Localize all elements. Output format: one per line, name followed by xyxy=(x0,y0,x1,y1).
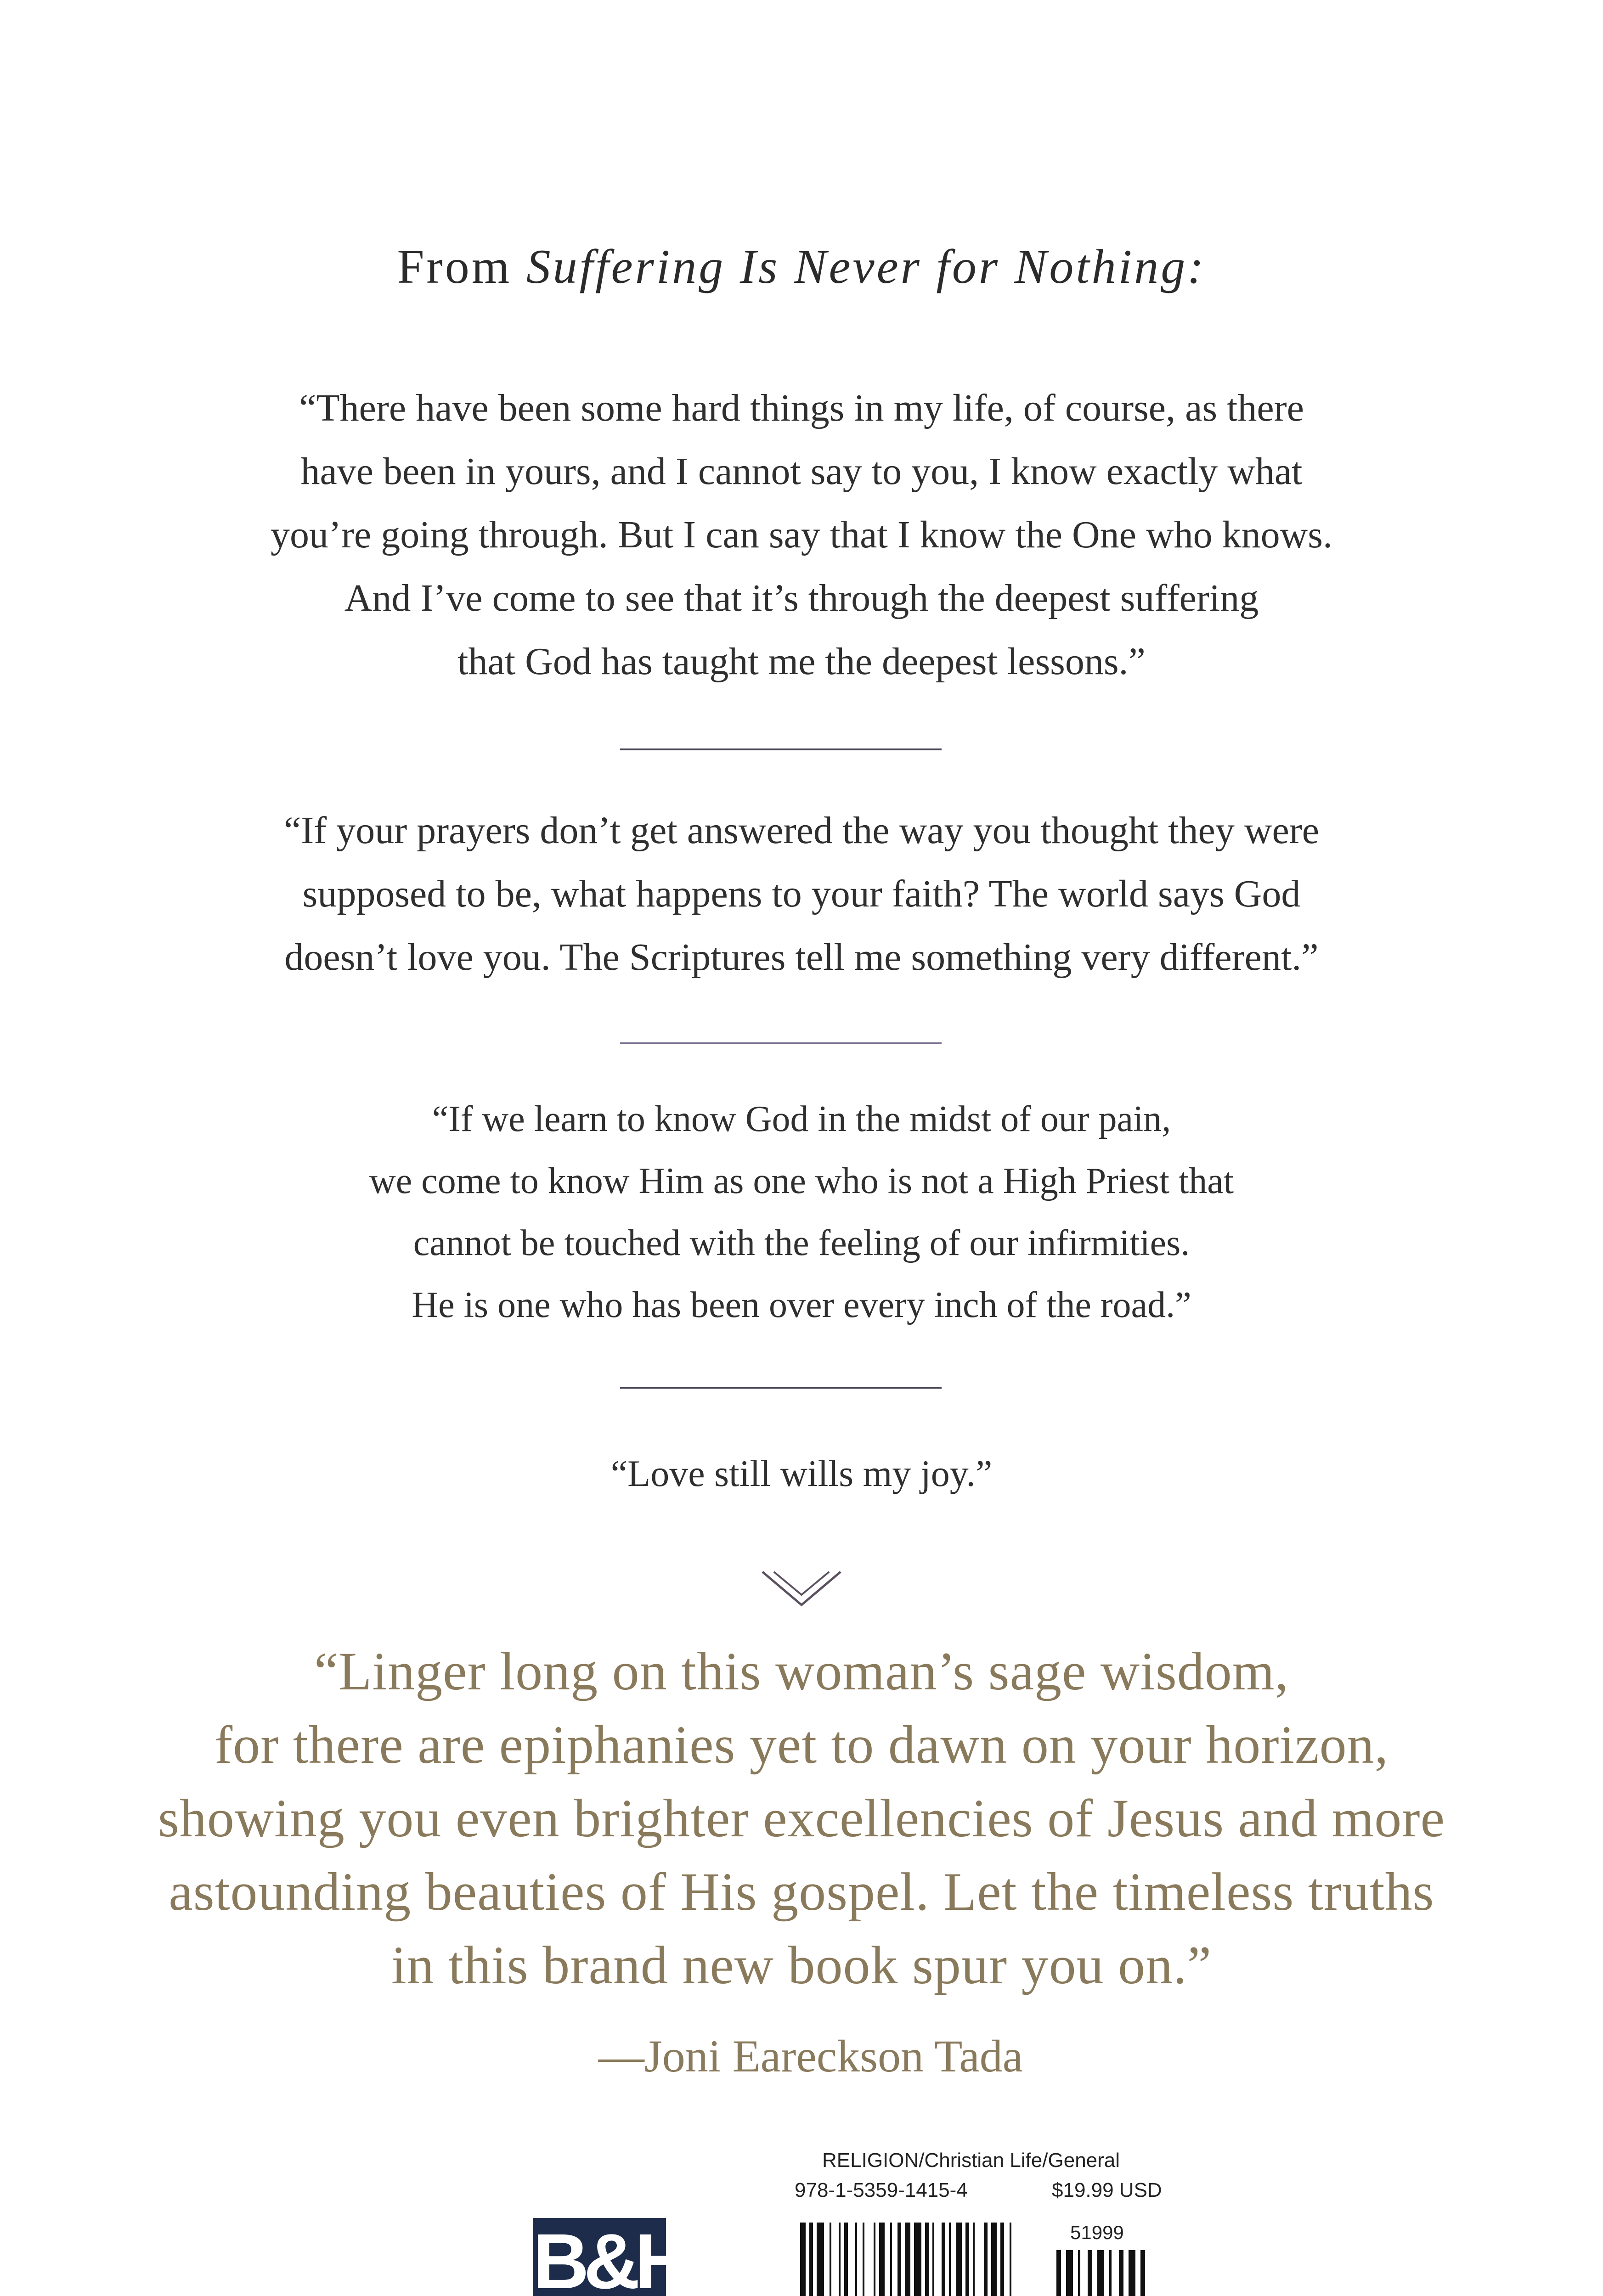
price-barcode-bar xyxy=(1066,2250,1073,2296)
quote-3 xyxy=(0,1088,1603,1336)
quote-line: have been in yours, and I cannot say to you, I know exactly what xyxy=(300,450,1303,493)
quote-line: cannot be touched with the feeling of our infirmities. xyxy=(413,1223,1190,1263)
barcode-bar xyxy=(932,2223,934,2296)
quote-line: And I’ve come to see that it’s through the deepest suffering xyxy=(344,577,1259,619)
page-heading xyxy=(0,239,1603,295)
barcode-bar xyxy=(905,2223,910,2296)
barcode-bar xyxy=(1000,2223,1004,2296)
barcode-bar xyxy=(973,2223,975,2296)
divider-rule xyxy=(620,748,942,750)
book-title: Suffering Is Never for Nothing: xyxy=(526,240,1206,293)
quote-line: “If your prayers don’t get answered the way you thought they were xyxy=(283,809,1320,852)
price-barcode-bar xyxy=(1129,2250,1135,2296)
barcode-bar xyxy=(890,2223,892,2296)
quote-1 xyxy=(0,377,1603,693)
quote-line: we come to know Him as one who is not a High Priest that xyxy=(369,1161,1234,1201)
quote-line: supposed to be, what happens to your faith? The world says God xyxy=(302,872,1301,915)
barcode-bar xyxy=(809,2223,813,2296)
quote-line: “Love still wills my joy.” xyxy=(610,1452,993,1494)
endorsement-line: “Linger long on this woman’s sage wisdom, xyxy=(314,1641,1289,1701)
endorsement-line: for there are epiphanies yet to dawn on your horizon, xyxy=(214,1715,1389,1775)
endorsement-line: in this brand new book spur you on.” xyxy=(391,1935,1212,1995)
barcode-bar xyxy=(942,2223,945,2296)
quote-2 xyxy=(0,799,1603,989)
barcode-bar xyxy=(817,2223,824,2296)
barcode-bar xyxy=(839,2223,841,2296)
heading-prefix: From xyxy=(397,240,512,293)
quote-line: He is one who has been over every inch of the road.” xyxy=(412,1285,1191,1325)
barcode xyxy=(795,2213,1162,2296)
quote-line: that God has taught me the deepest lessons.” xyxy=(457,640,1146,683)
isbn-number: 978-1-5359-1415-4 xyxy=(795,2179,968,2201)
barcode-bar xyxy=(991,2223,997,2296)
barcode-bar xyxy=(914,2223,921,2296)
barcode-bar xyxy=(984,2223,988,2296)
price-code: 51999 xyxy=(1070,2222,1124,2243)
barcode-bar xyxy=(855,2223,857,2296)
price-barcode-bar xyxy=(1097,2250,1104,2296)
chevron-down-icon xyxy=(760,1568,843,1609)
divider-rule xyxy=(620,1042,942,1044)
price-barcode-bar xyxy=(1140,2250,1145,2296)
barcode-bar xyxy=(800,2223,806,2296)
quote-line: “If we learn to know God in the midst of our pain, xyxy=(432,1099,1171,1139)
book-price: $19.99 USD xyxy=(1052,2179,1162,2201)
barcode-bar xyxy=(874,2223,875,2296)
price-barcode-bar xyxy=(1109,2250,1112,2296)
publisher-logo: B&H xyxy=(533,2218,666,2296)
price-barcode-bar xyxy=(1119,2250,1123,2296)
price-barcode-bar xyxy=(1088,2250,1092,2296)
quote-line: you’re going through. But I can say that I know the One who knows. xyxy=(271,513,1332,556)
quote-4 xyxy=(0,1442,1603,1505)
barcode-bar xyxy=(879,2223,885,2296)
quote-line: doesn’t love you. The Scriptures tell me something very different.” xyxy=(284,936,1319,979)
barcode-bar xyxy=(830,2223,831,2296)
barcode-bar xyxy=(965,2223,969,2296)
barcode-bar xyxy=(925,2223,929,2296)
quote-line: “There have been some hard things in my life, of course, as there xyxy=(299,387,1304,429)
price-barcode-bar xyxy=(1056,2250,1061,2296)
endorsement-line: astounding beauties of His gospel. Let the timeless truths xyxy=(169,1862,1434,1922)
barcode-bar xyxy=(949,2223,951,2296)
endorsement-attribution: —Joni Eareckson Tada xyxy=(598,2031,1023,2082)
price-barcode-bar xyxy=(1078,2250,1080,2296)
endorsement-quote xyxy=(0,1635,1603,2002)
barcode-bar xyxy=(844,2223,848,2296)
divider-rule xyxy=(620,1387,942,1389)
barcode-bar xyxy=(1010,2223,1011,2296)
barcode-bar xyxy=(956,2223,962,2296)
barcode-bar xyxy=(863,2223,864,2296)
barcode-bar xyxy=(897,2223,901,2296)
endorsement-line: showing you even brighter excellencies of Jesus and more xyxy=(158,1788,1445,1848)
book-category: RELIGION/Christian Life/General xyxy=(822,2149,1120,2172)
